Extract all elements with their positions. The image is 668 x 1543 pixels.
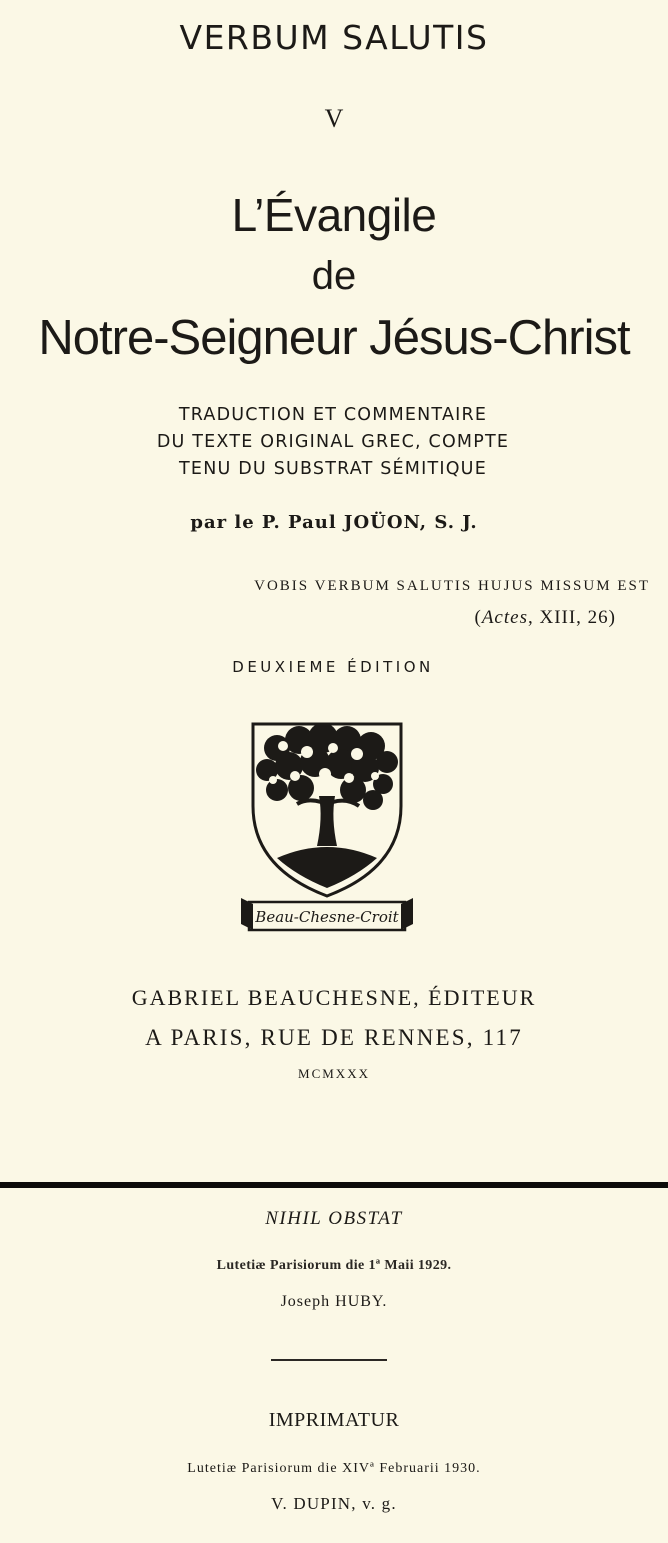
book-title-connector: de (311, 254, 357, 298)
description-line: DU TEXTE ORIGINAL GREC, COMPTE (156, 432, 510, 452)
description-line: TENU DU SUBSTRAT SÉMITIQUE (179, 459, 487, 479)
nihil-obstat-signatory: Joseph HUBY. (280, 1293, 388, 1310)
publisher-address: A PARIS, RUE DE RENNES, 117 (145, 1025, 523, 1050)
motto-reference (474, 607, 616, 629)
publisher-crest-icon (237, 718, 417, 946)
description-line: TRADUCTION ET COMMENTAIRE (178, 405, 488, 425)
description (0, 402, 668, 483)
series-title: VERBUM SALUTIS (179, 18, 489, 57)
book-title: L’Évangile (231, 189, 437, 241)
imprimatur-heading: IMPRIMATUR (268, 1409, 400, 1431)
publication-year: MCMXXX (298, 1066, 370, 1081)
volume-number: V (324, 104, 344, 133)
motto: VOBIS VERBUM SALUTIS HUJUS MISSUM EST (254, 578, 650, 594)
reference-book: Actes (481, 607, 528, 628)
nihil-obstat-date: Lutetiæ Parisiorum die 1ª Maii 1929. (216, 1258, 452, 1273)
publisher-name: GABRIEL BEAUCHESNE, ÉDITEUR (131, 985, 537, 1010)
edition: DEUXIEME ÉDITION (232, 658, 434, 676)
author-line: par le P. Paul JOÜON, S. J. (190, 512, 478, 533)
book-subtitle: Notre-Seigneur Jésus-Christ (38, 311, 630, 365)
page-divider (0, 1182, 668, 1188)
crest-banner-text: Beau-Chesne-Croit (255, 908, 399, 926)
imprimatur-signatory: V. DUPIN, v. g. (271, 1494, 397, 1513)
reference-open: ( (474, 607, 482, 628)
reference-rest: , XIII, 26) (527, 607, 616, 628)
nihil-obstat-heading: NIHIL OBSTAT (265, 1208, 403, 1229)
approval-divider (271, 1359, 387, 1361)
imprimatur-date: Lutetiæ Parisiorum die XIVª Februarii 1930. (187, 1461, 481, 1476)
